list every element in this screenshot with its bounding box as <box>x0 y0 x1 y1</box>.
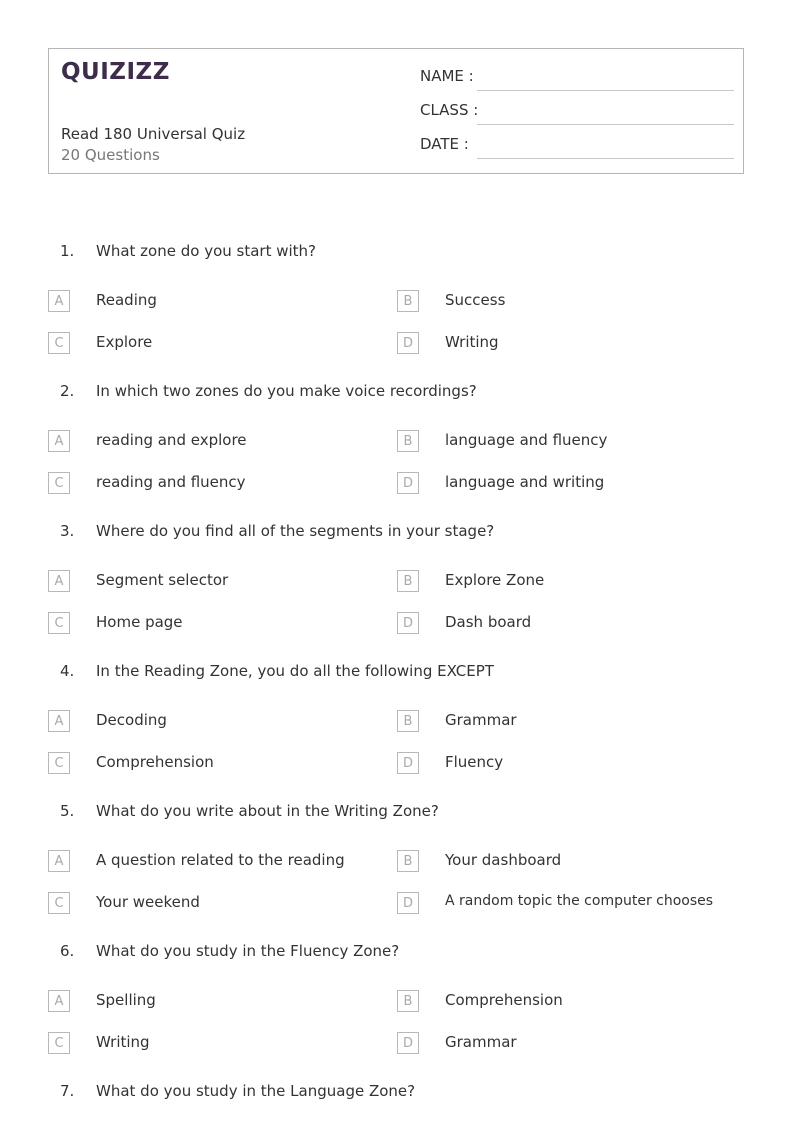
option-b-box[interactable]: B <box>397 990 419 1012</box>
question-text: What zone do you start with? <box>96 242 317 260</box>
option-a-text: Reading <box>96 291 157 309</box>
question-text: In the Reading Zone, you do all the following EXCEPT <box>96 662 494 680</box>
option-c-box[interactable]: C <box>48 612 70 634</box>
question-count: 20 Questions <box>61 146 160 164</box>
option-a-box[interactable]: A <box>48 290 70 312</box>
name-line[interactable] <box>477 90 734 91</box>
option-d-box[interactable]: D <box>397 472 419 494</box>
question-6 <box>0 942 794 1082</box>
option-a-text: Decoding <box>96 711 167 729</box>
option-b-box[interactable]: B <box>397 570 419 592</box>
option-a-text: Spelling <box>96 991 156 1009</box>
worksheet-header <box>48 48 744 174</box>
question-number: 3. <box>60 522 75 540</box>
question-number: 2. <box>60 382 75 400</box>
option-d-text: Writing <box>445 333 499 351</box>
question-number: 4. <box>60 662 75 680</box>
question-text: Where do you find all of the segments in your stage? <box>96 522 495 540</box>
question-2 <box>0 382 794 522</box>
option-b-box[interactable]: B <box>397 710 419 732</box>
option-d-text: language and writing <box>445 473 605 491</box>
option-a-box[interactable]: A <box>48 850 70 872</box>
date-field[interactable] <box>420 135 734 159</box>
option-b-text: Comprehension <box>445 991 563 1009</box>
option-b-text: Explore Zone <box>445 571 545 589</box>
option-c-text: reading and fluency <box>96 473 246 491</box>
date-label: DATE : <box>420 135 469 153</box>
question-7 <box>0 1082 794 1112</box>
option-b-box[interactable]: B <box>397 850 419 872</box>
question-text: In which two zones do you make voice recordings? <box>96 382 477 400</box>
date-line[interactable] <box>477 158 734 159</box>
option-c-text: Comprehension <box>96 753 214 771</box>
question-text: What do you study in the Language Zone? <box>96 1082 416 1100</box>
question-1 <box>0 242 794 382</box>
option-a-box[interactable]: A <box>48 990 70 1012</box>
class-line[interactable] <box>477 124 734 125</box>
quizizz-logo: QUIZIZZ <box>61 59 170 85</box>
class-label: CLASS : <box>420 101 479 119</box>
option-c-box[interactable]: C <box>48 1032 70 1054</box>
option-c-text: Writing <box>96 1033 150 1051</box>
option-d-box[interactable]: D <box>397 892 419 914</box>
question-number: 6. <box>60 942 75 960</box>
option-d-box[interactable]: D <box>397 332 419 354</box>
option-a-box[interactable]: A <box>48 710 70 732</box>
option-d-text: A random topic the computer chooses <box>445 893 714 909</box>
quiz-title: Read 180 Universal Quiz <box>61 125 246 143</box>
option-d-text: Fluency <box>445 753 504 771</box>
question-text: What do you study in the Fluency Zone? <box>96 942 400 960</box>
option-b-box[interactable]: B <box>397 290 419 312</box>
question-4 <box>0 662 794 802</box>
option-c-text: Home page <box>96 613 183 631</box>
option-c-box[interactable]: C <box>48 752 70 774</box>
option-c-box[interactable]: C <box>48 472 70 494</box>
option-c-text: Your weekend <box>96 893 200 911</box>
name-label: NAME : <box>420 67 474 85</box>
option-d-box[interactable]: D <box>397 612 419 634</box>
question-number: 5. <box>60 802 75 820</box>
option-c-text: Explore <box>96 333 153 351</box>
question-number: 7. <box>60 1082 75 1100</box>
option-c-box[interactable]: C <box>48 332 70 354</box>
option-d-box[interactable]: D <box>397 1032 419 1054</box>
option-c-box[interactable]: C <box>48 892 70 914</box>
option-b-text: language and fluency <box>445 431 608 449</box>
option-b-text: Grammar <box>445 711 517 729</box>
option-d-text: Grammar <box>445 1033 517 1051</box>
option-a-box[interactable]: A <box>48 430 70 452</box>
option-b-box[interactable]: B <box>397 430 419 452</box>
question-5 <box>0 802 794 942</box>
question-3 <box>0 522 794 662</box>
option-d-box[interactable]: D <box>397 752 419 774</box>
option-b-text: Success <box>445 291 506 309</box>
class-field[interactable] <box>420 101 734 125</box>
option-a-text: reading and explore <box>96 431 247 449</box>
option-d-text: Dash board <box>445 613 532 631</box>
option-a-box[interactable]: A <box>48 570 70 592</box>
option-a-text: Segment selector <box>96 571 229 589</box>
name-field[interactable] <box>420 67 734 91</box>
option-a-text: A question related to the reading <box>96 851 345 869</box>
question-text: What do you write about in the Writing Zone? <box>96 802 439 820</box>
question-number: 1. <box>60 242 75 260</box>
option-b-text: Your dashboard <box>445 851 562 869</box>
